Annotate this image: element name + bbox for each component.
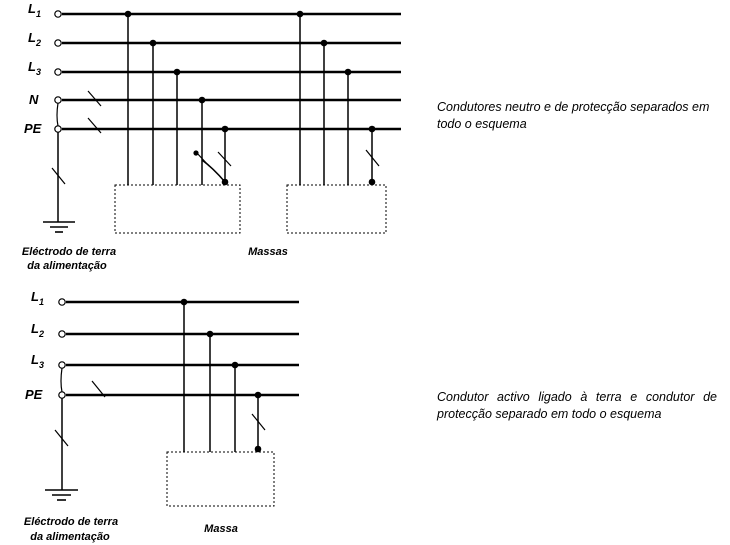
d2-terminals [59,299,65,398]
d1-electrode-caption-2: da alimentação [27,260,107,272]
d2-description: Condutor activo ligado à terra e condutor de protecção separado em todo o esquema [437,390,717,421]
d1-terminal-l3 [55,69,61,75]
d1-label-l2: $L_2$ [28,30,41,48]
d2-label-l3: $L_3$ [31,352,44,370]
d1-label-pe: PE [24,121,42,136]
d1-description: Condutores neutro e de protecção separados em todo o esquema [437,100,710,131]
d2-mass-caption: Massa [204,523,238,535]
d2-electrode-caption-2: da alimentação [30,531,110,543]
d2-source-connection [55,368,105,490]
d1-mass-box-1 [115,185,240,233]
d1-terminal-l2 [55,40,61,46]
d2-drops [184,302,265,452]
d2-terminal-l1 [59,299,65,305]
d1-earth-electrode-icon [43,222,75,232]
d1-terminal-pe [55,126,61,132]
d2-terminal-pe [59,392,65,398]
d2-electrode-caption-1: Eléctrodo de terra [23,516,119,528]
d1-electrode-caption-1: Eléctrodo de terra [21,246,117,258]
d2-mass-box [167,452,274,506]
d1-terminals [55,11,61,132]
d1-label-n: N [29,92,39,107]
d1-junction-dots [125,11,376,186]
d1-terminal-l1 [55,11,61,17]
d2-terminal-l3 [59,362,65,368]
d1-label-l1: $L_1$ [28,1,41,19]
d2-terminal-l2 [59,331,65,337]
d1-source-connection [52,91,101,222]
d1-mass-box-2 [287,185,386,233]
d1-equipment-boxes [115,185,386,233]
d2-label-pe: PE [25,387,43,402]
diagram2-bus-lines [66,302,299,395]
d1-terminal-n [55,97,61,103]
d2-earth-electrode-icon [45,490,78,500]
d1-label-l3: $L_3$ [28,59,41,77]
d2-label-l1: $L_1$ [31,289,44,307]
d2-junction-dots [181,299,262,453]
d1-masses-caption: Massas [248,246,288,258]
d2-label-l2: $L_2$ [31,321,44,339]
